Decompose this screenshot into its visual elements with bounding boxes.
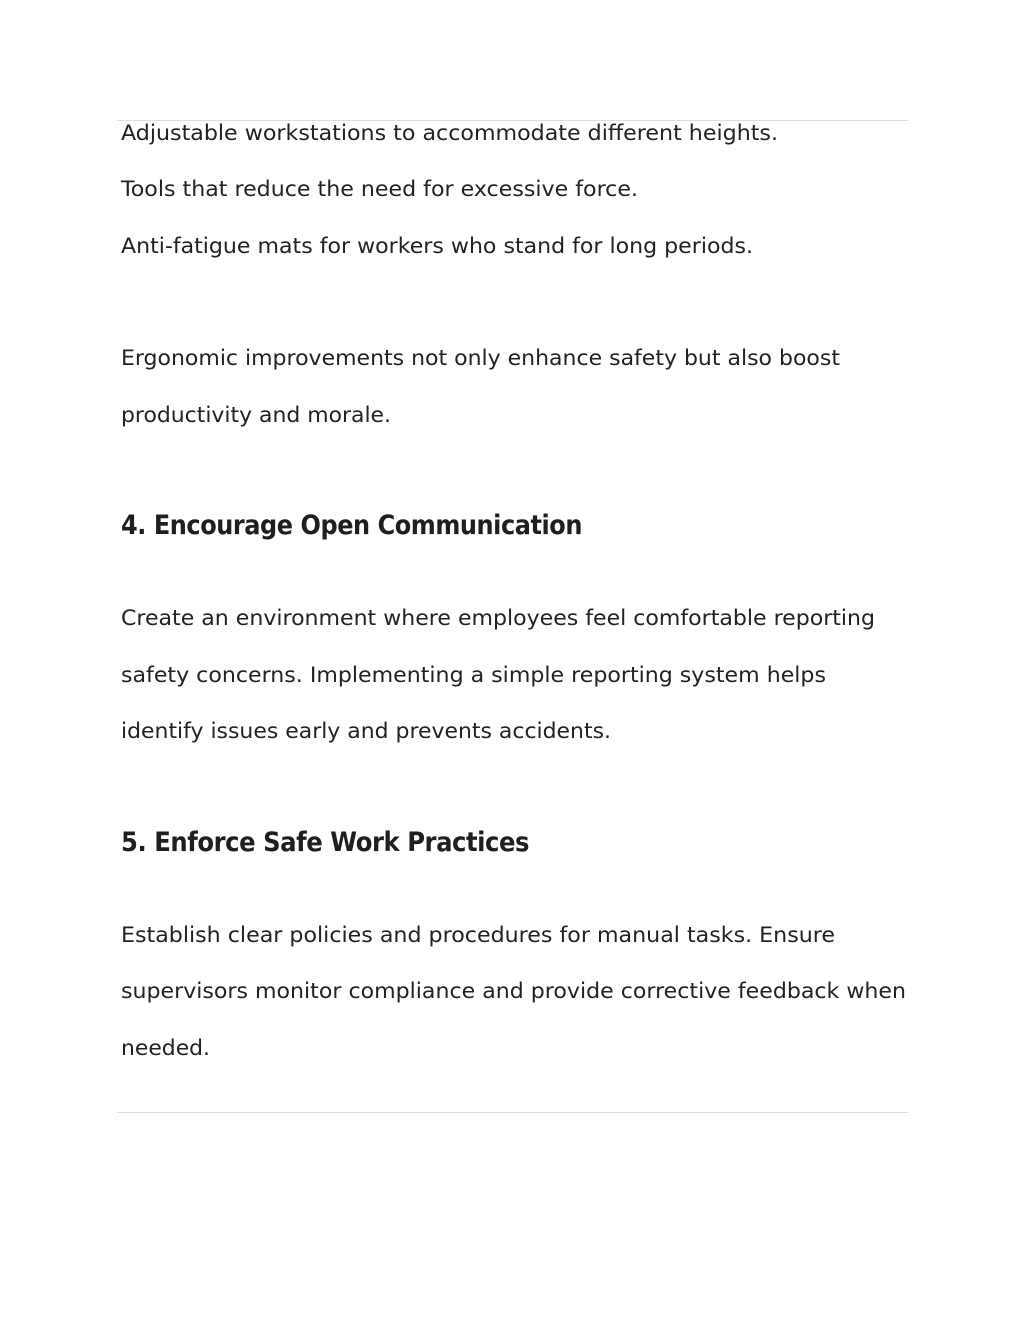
list-item: Anti-fatigue mats for workers who stand for long periods. bbox=[121, 234, 754, 258]
paragraph-line: needed. bbox=[121, 1036, 211, 1060]
paragraph-line: safety concerns. Implementing a simple reporting system helps bbox=[121, 663, 826, 687]
section-4-heading: 4. Encourage Open Communication bbox=[121, 510, 582, 541]
bottom-divider bbox=[117, 1112, 908, 1113]
section-5-heading: 5. Enforce Safe Work Practices bbox=[121, 827, 529, 858]
list-item: Tools that reduce the need for excessive force. bbox=[121, 177, 638, 201]
paragraph-line: supervisors monitor compliance and provide corrective feedback when bbox=[121, 979, 907, 1003]
list-item: Adjustable workstations to accommodate different heights. bbox=[121, 121, 779, 145]
paragraph-line: Establish clear policies and procedures for manual tasks. Ensure bbox=[121, 923, 836, 947]
paragraph-line: Create an environment where employees feel comfortable reporting bbox=[121, 606, 876, 630]
paragraph-line: identify issues early and prevents accidents. bbox=[121, 719, 611, 743]
paragraph-line: Ergonomic improvements not only enhance safety but also boost bbox=[121, 346, 840, 370]
paragraph-line: productivity and morale. bbox=[121, 403, 392, 427]
